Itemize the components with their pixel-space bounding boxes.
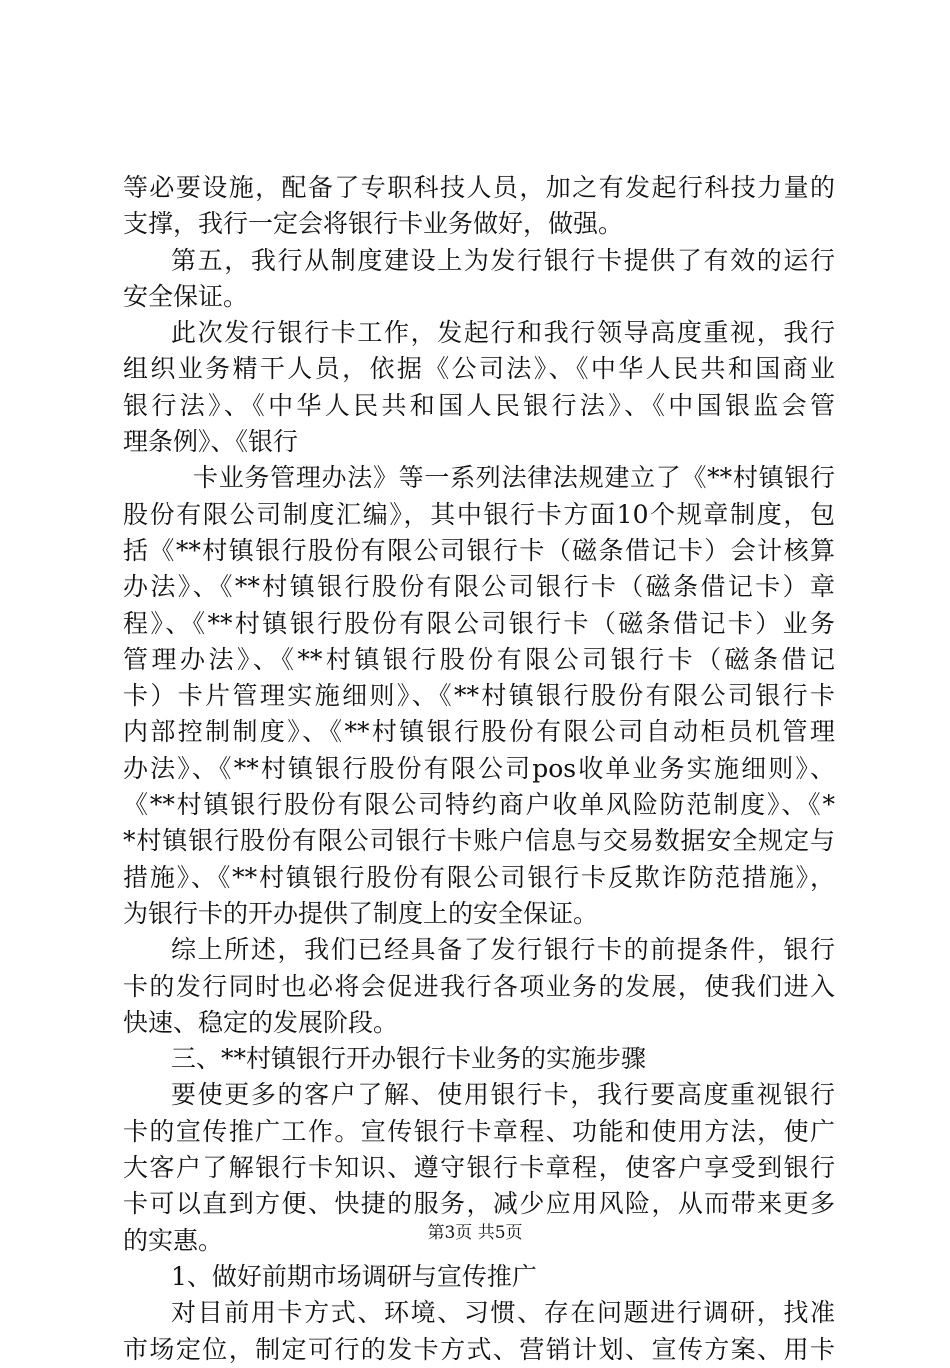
text-line: 对目前用卡方式、环境、习惯、存在问题进行调研，找准 <box>171 1298 835 1328</box>
text-line: 办法》、《**村镇银行股份有限公司pos收单业务实施细则》、 <box>123 753 835 783</box>
text-line: 此次发行银行卡工作，发起行和我行领导高度重视，我行 <box>171 318 835 348</box>
text-line: 的实惠。 <box>123 1225 224 1255</box>
text-line: 组织业务精干人员，依据《公司法》、《中华人民共和国商业 <box>123 354 835 384</box>
text-line: 《**村镇银行股份有限公司特约商户收单风险防范制度》、《* <box>123 790 835 820</box>
text-line: 安全保证。 <box>123 281 249 311</box>
text-line: 管理办法》、《**村镇银行股份有限公司银行卡（磁条借记 <box>123 644 835 674</box>
text-line: *村镇银行股份有限公司银行卡账户信息与交易数据安全规定与 <box>123 826 835 856</box>
subsection-heading: 1、做好前期市场调研与宣传推广 <box>171 1261 537 1291</box>
text-line: 卡的发行同时也必将会促进我行各项业务的发展，使我们进入 <box>123 971 835 1001</box>
text-line: 卡可以直到方便、快捷的服务，减少应用风险，从而带来更多 <box>123 1189 835 1219</box>
text-line: 银行法》、《中华人民共和国人民银行法》、《中国银监会管 <box>123 390 835 420</box>
text-line: 卡业务管理办法》等一系列法律法规建立了《**村镇银行 <box>193 463 835 493</box>
text-line: 为银行卡的开办提供了制度上的安全保证。 <box>123 898 599 928</box>
document-body <box>123 170 835 1368</box>
text-line: 第五，我行从制度建设上为发行银行卡提供了有效的运行 <box>171 245 835 275</box>
text-line: 程》、《**村镇银行股份有限公司银行卡（磁条借记卡）业务 <box>123 608 835 638</box>
text-line: 卡的宣传推广工作。宣传银行卡章程、功能和使用方法，使广 <box>123 1116 835 1146</box>
text-line: 综上所述，我们已经具备了发行银行卡的前提条件，银行 <box>171 935 835 965</box>
text-line: 等必要设施，配备了专职科技人员，加之有发起行科技力量的 <box>123 173 835 202</box>
text-line: 理条例》、《银行 <box>123 427 299 457</box>
page-footer: 第3页 共5页 <box>427 1223 523 1243</box>
text-line: 大客户了解银行卡知识、遵守银行卡章程，使客户享受到银行 <box>123 1153 835 1183</box>
section-heading: 三、**村镇银行开办银行卡业务的实施步骤 <box>171 1044 647 1074</box>
text-line: 支撑，我行一定会将银行卡业务做好，做强。 <box>123 209 624 239</box>
text-line: 卡）卡片管理实施细则》、《**村镇银行股份有限公司银行卡 <box>123 681 835 711</box>
text-line: 办法》、《**村镇银行股份有限公司银行卡（磁条借记卡）章 <box>123 572 835 602</box>
text-line: 股份有限公司制度汇编》，其中银行卡方面10个规章制度，包 <box>123 499 835 529</box>
text-line: 市场定位，制定可行的发卡方式、营销计划、宣传方案、用卡 <box>123 1334 835 1364</box>
text-line: 快速、稳定的发展阶段。 <box>123 1007 399 1037</box>
text-line: 要使更多的客户了解、使用银行卡，我行要高度重视银行 <box>171 1080 835 1110</box>
text-line: 括《**村镇银行股份有限公司银行卡（磁条借记卡）会计核算 <box>123 535 835 565</box>
text-line: 内部控制制度》、《**村镇银行股份有限公司自动柜员机管理 <box>123 717 835 747</box>
text-line: 措施》、《**村镇银行股份有限公司银行卡反欺诈防范措施》， <box>123 862 835 892</box>
